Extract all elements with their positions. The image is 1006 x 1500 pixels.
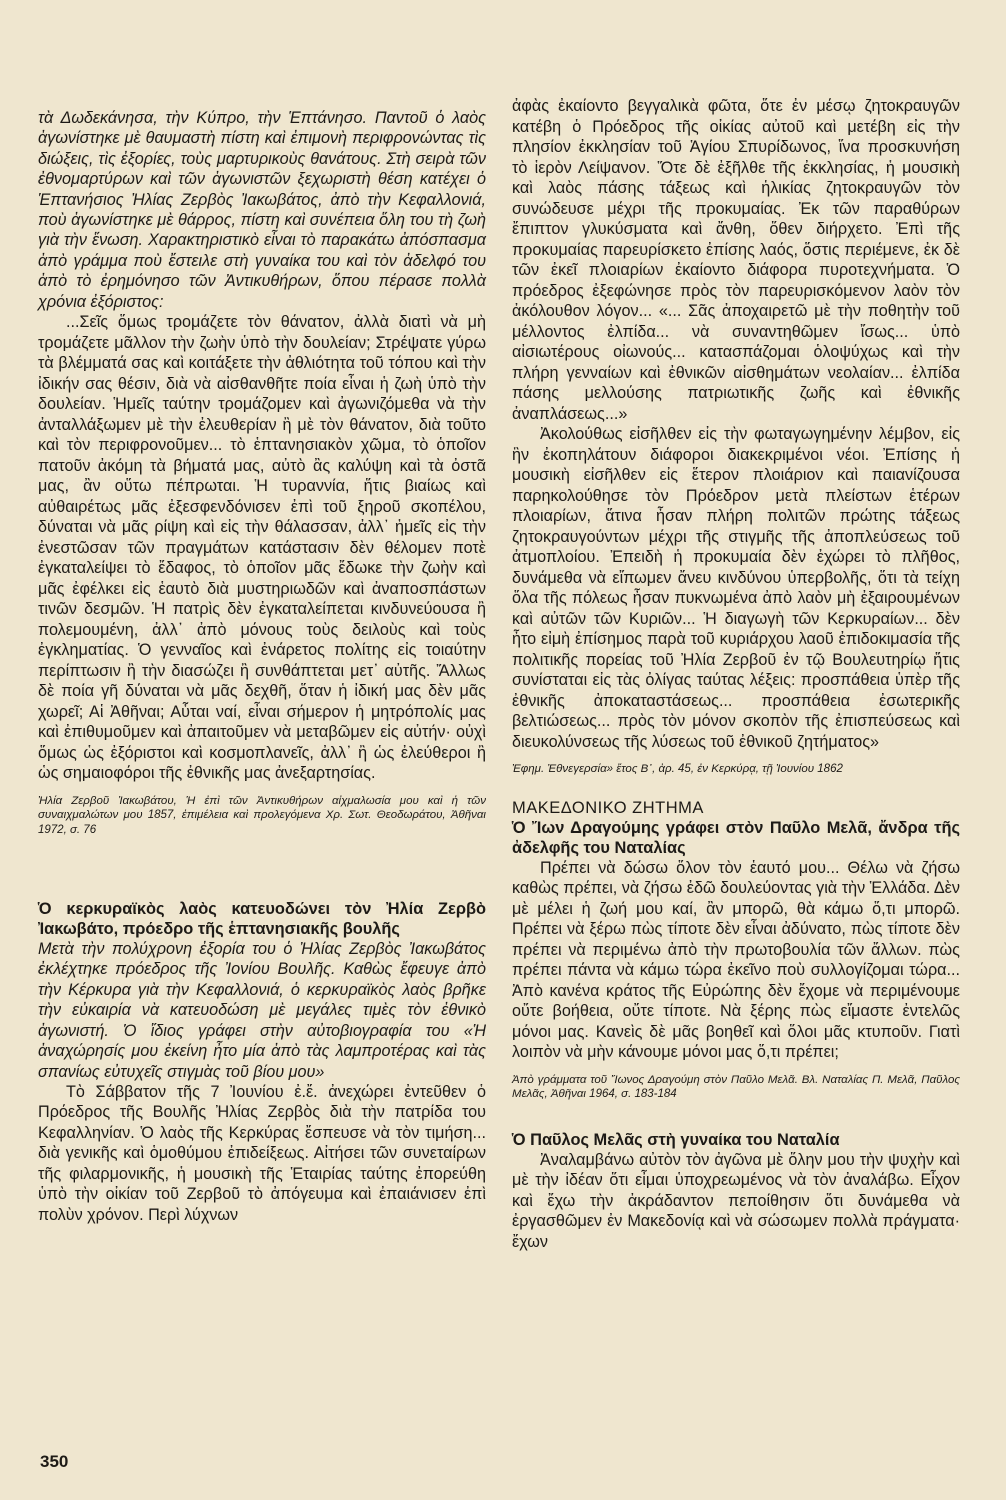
dragoumis-letter: Πρέπει νὰ δώσω ὅλον τὸν ἑαυτό μου... Θέλω νὰ ζήσω καθὼς πρέπει, νὰ ζήσω ἐδῶ δουλεύοντας γιὰ τὴν Ἑλλάδα. Δὲν μὲ μέλει ἡ ζωή μου καί, ἂν μπορῶ, θὰ κάμω ὅ,τι μπορῶ. Πρέπει νὰ ξέρω πὼς τίποτε δὲν εἶναι ἀδύνατο, πὼς τίποτε δὲν πρέπει νὰ περιμένω ἀπὸ τὴν πρωτοβουλία τῶν ἄλλων. πὼς πρέπει πάντα νὰ κάμω τώρα ἐκεῖνο ποὺ συλλογίζομαι τώρα... Ἀπὸ κανένα κράτος τῆς Εὐρώπης δὲν ἔχομε νὰ περιμένουμε οὔτε βοήθεια, οὔτε τίποτε. Νὰ ξέρης πὼς εἴμαστε ἐντελῶς μόνοι μας. Κανεὶς δὲ μᾶς βοηθεῖ καὶ ὅλοι μᾶς κτυποῦν. Γιατὶ λοιπὸν νὰ μὴν κάνουμε μόνοι μας ὅ,τι πρέπει; <box>512 858 960 1061</box>
newspaper-excerpt: Τὸ Σάββατον τῆς 7 Ἰουνίου ἐ.ἔ. ἀνεχώρει ἐντεῦθεν ὁ Πρόεδρος τῆς Βουλῆς Ἠλίας Ζερβὸς διὰ τὴν πατρίδα του Κεφαλληνίαν. Ὁ λαὸς τῆς Κερκύρας ἔσπευσε νὰ τὸν τιμήση... διὰ γενικῆς καὶ ὁμοθύμου ἐπιδείξεως. Αἰτήσει τῶν συνεταίρων τῆς φιλαρμονικῆς, ἡ μουσικὴ τῆς Ἑταιρίας ταύτης ἐπορεύθη ὑπὸ τὴν οἰκίαν τοῦ Ζερβοῦ τὸ ἀπόγευμα καὶ ἐπαιάνισεν ἐπὶ πολὺν χρόνον. Περὶ λύχνων <box>38 1082 486 1224</box>
intro-paragraph: τὰ Δωδεκάνησα, τὴν Κύπρο, τὴν Ἑπτάνησο. Παντοῦ ὁ λαὸς ἀγωνίστηκε μὲ θαυμαστὴ πίστη καὶ ἐπιμονὴ περιφρονώντας τὶς διώξεις, τὶς ἐξορίες, τοὺς μαρτυρικοὺς θανάτους. Στὴ σειρὰ τῶν ἐθνομαρτύρων καὶ τῶν ἀγωνιστῶν ξεχωριστὴ θέση κατέχει ὁ Ἑπτανήσιος Ἠλίας Ζερβὸς Ἰακωβάτος, ἀπὸ τὴν Κεφαλλονιά, ποὺ ἀγωνίστηκε μὲ θάρρος, πίστη καὶ συνέπεια ὅλη του τὴ ζωὴ γιὰ τὴν ἕνωση. Χαρακτηριστικὸ εἶναι τὸ παρακάτω ἀπόσπασμα ἀπὸ γράμμα ποὺ ἔστειλε στὴ γυναίκα του καὶ τὸν ἀδελφό του ἀπὸ τὸ ἐρημόνησο τῶν Ἀντικυθήρων, ὅπου πέρασε πολλὰ χρόνια ἐξόριστος: <box>38 109 486 311</box>
source-citation: Ἠλία Ζερβοῦ Ἰακωβάτου, Ἡ ἐπὶ τῶν Ἀντικυθήρων αἰχμαλωσία μου καὶ ἡ τῶν συναιχμαλώτων μου 1857, ἐπιμέλεια καὶ προλεγόμενα Χρ. Σωτ. Θεοδωράτου, Ἀθῆναι 1972, σ. 76 <box>38 794 486 836</box>
macedonian-question-title: ΜΑΚΕΔΟΝΙΚΟ ΖΗΤΗΜΑ <box>512 798 704 817</box>
letter-excerpt: ...Σεῖς ὅμως τρομάζετε τὸν θάνατον, ἀλλὰ διατὶ νὰ μὴ τρομάζετε μᾶλλον τὴν ζωὴν ὑπὸ τὴν δουλείαν; Στρέψατε γύρω τὰ βλέμματά σας καὶ κοιτάξετε τὴν ἀθλιότητα τοῦ τόπου καὶ τὴν ἰδικήν σας θέσιν, διὰ νὰ αἰσθανθῆτε ποία εἶναι ἡ ζωὴ ὑπὸ τὴν δουλείαν. Ἡμεῖς ταύτην τρομάζομεν καὶ ἀγωνιζόμεθα νὰ τὴν ἀνταλλάξωμεν μὲ τὴν ἐλευθερίαν ἢ μὲ τὸν θάνατον, διὰ τοῦτο καὶ τὸν περιφρονοῦμεν... τὸ ἑπτανησιακὸν χῶμα, τὸ ὁποῖον πατοῦν ἀκόμη τὰ βήματά μας, αὐτὸ ἂς καλύψη καὶ τὰ ὀστᾶ μας, ἂν οὕτω πέπρωται. Ἡ τυραννία, ἥτις βιαίως καὶ αὐθαιρέτως μᾶς ἐξεσφενδόνισεν ἐπὶ τοῦ ξηροῦ σκοπέλου, δύναται νὰ μᾶς ρίψη καὶ εἰς τὴν θάλασσαν, ἀλλ᾽ ἡμεῖς εἰς τὴν ἐνεστῶσαν τῶν πραγμάτων κατάστασιν δὲν θέλομεν ποτὲ ἐγκαταλείψει τὸ ἔδαφος, τὸ ὁποῖον μᾶς ἔδωκε τὴν ζωὴν καὶ μᾶς ἐφέλκει εἰς ἑαυτὸ διὰ μυστηριωδῶν καὶ ἀναποσπάστων τινῶν δεσμῶν. Ἡ πατρὶς δὲν ἐγκαταλείπεται κινδυνεύουσα ἢ πολεμουμένη, ἀλλ᾽ ἀπὸ μόνους τοὺς δειλοὺς καὶ τοὺς ἐγκληματίας. Ὁ γενναῖος καὶ ἐνάρετος πολίτης εἰς τοιαύτην περίπτωσιν ἢ τὴν διασώζει ἢ συνθάπτεται μετ᾽ αὐτῆς. Ἄλλως δὲ ποία γῆ δύναται νὰ μᾶς δεχθῆ, ὅταν ἡ ἰδική μας δὲν μᾶς χωρεῖ; Αἱ Ἀθῆναι; Αὗται ναί, εἶναι σήμερον ἡ μητρόπολίς μας καὶ ἐπιθυμοῦμεν καὶ ἀπαιτοῦμεν νὰ μεταβῶμεν εἰς αὐτήν· οὐχὶ ὅμως ὡς ἐξόριστοι καὶ κοσμοπλανεῖς, ἀλλ᾽ ἢ ὡς ἐλεύθεροι ἢ ὡς σημαιοφόροι τῆς ἐθνικῆς μας ἀνεξαρτησίας. <box>38 313 486 783</box>
page-number: 350 <box>40 1452 69 1471</box>
melas-letter: Ἀναλαμβάνω αὐτὸν τὸν ἀγῶνα μὲ ὅλην μου τὴν ψυχὴν καὶ μὲ τὴν ἰδέαν ὅτι εἶμαι ὑποχρεωμένος νὰ τὸν ἀναλάβω. Εἶχον καὶ ἔχω τὴν ἀκράδαντον πεποίθησιν ὅτι δυνάμεθα νὰ ἐργασθῶμεν ἐν Μακεδονίᾳ καὶ νὰ σώσωμεν πολλὰ πράγματα· ἔχων <box>512 1150 960 1251</box>
right-column <box>512 96 960 1252</box>
continuation-paragraph: ἀφὰς ἐκαίοντο βεγγαλικὰ φῶτα, ὅτε ἐν μέσῳ ζητοκραυγῶν κατέβη ὁ Πρόεδρος τῆς οἰκίας αὐτοῦ καὶ μετέβη εἰς τὴν πλησίον ἐκκλησίαν τοῦ Ἁγίου Σπυρίδωνος, ἵνα προσκυνήση τὸ ἱερὸν Λείψανον. Ὅτε δὲ ἐξῆλθε τῆς ἐκκλησίας, ἡ μουσικὴ καὶ λαὸς πάσης τάξεως καὶ ἡλικίας ζητοκραυγῶν τὸν συνώδευσε μέχρι τῆς προκυμαίας. Ἐκ τῶν παραθύρων ἔπιπτον γλυκύσματα καὶ ἄνθη, ὅθεν διήρχετο. Ἐπὶ τῆς προκυμαίας παρευρίσκετο ἐπίσης λαός, ὅστις περιέμενε, ἐκ δὲ τῶν ἐκεῖ πλοιαρίων ἐκαίοντο διάφορα πυροτεχνήματα. Ὁ πρόεδρος ἐξεφώνησε πρὸς τὸν παρευρισκόμενον λαὸν τὸν ἀκόλουθον λόγον... «... Σᾶς ἀποχαιρετῶ μὲ τὴν ποθητὴν τοῦ μέλλοντος ἐλπίδα... νὰ συναντηθῶμεν ἴσως... ὑπὸ αἰσιωτέρους οἰωνούς... κατασπάζομαι ὁλοψύχως καὶ τὴν πλήρη γενναίων καὶ ἐθνικῶν αἰσθημάτων νεολαίαν... ἐλπίδα πάσης μελλούσης πατριωτικῆς ζωῆς καὶ ἐθνικῆς ἀναπλάσεως...» <box>512 97 960 423</box>
melas-heading: Ὁ Παῦλος Μελᾶς στὴ γυναίκα του Ναταλία <box>512 1130 840 1149</box>
heading-intro: Μετὰ τὴν πολύχρονη ἐξορία του ὁ Ἠλίας Ζερβὸς Ἰακωβάτος ἐκλέχτηκε πρόεδρος τῆς Ἰονίου Βουλῆς. Καθὼς ἔφευγε ἀπὸ τὴν Κέρκυρα γιὰ τὴν Κεφαλλονιά, ὁ κερκυραϊκὸς λαὸς βρῆκε τὴν εὐκαιρία νὰ κατευοδώση μὲ μεγάλες τιμὲς τὸν ἐθνικὸ ἀγωνιστή. Ὁ ἴδιος γράφει στὴν αὐτοβιογραφία του «Ἡ ἀναχώρησίς μου ἐκείνη ἦτο μία ἀπὸ τὰς λαμπροτέρας καὶ τὰς σπανίως εὐτυχεῖς στιγμὰς τοῦ βίου μου» <box>38 940 486 1081</box>
source-citation-2: Ἐφημ. Ἐθνεγερσία» ἔτος Β᾽, ἀρ. 45, ἐν Κερκύρᾳ, τῇ Ἰουνίου 1862 <box>512 763 843 775</box>
source-citation-3: Ἀπὸ γράμματα τοῦ Ἴωνος Δραγούμη στὸν Παῦλο Μελᾶ. Βλ. Ναταλίας Π. Μελᾶ, Παῦλος Μελᾶς, Ἀθῆναι 1964, σ. 183-184 <box>512 1073 960 1100</box>
left-column <box>38 108 486 1225</box>
dragoumis-heading: Ὁ Ἴων Δραγούμης γράφει στὸν Παῦλο Μελᾶ, ἄνδρα τῆς ἀδελφῆς του Ναταλίας <box>512 818 960 857</box>
section-heading: Ὁ κερκυραϊκὸς λαὸς κατευοδώνει τὸν Ἠλία Ζερβὸ Ἰακωβάτο, πρόεδρο τῆς ἑπτανησιακῆς βουλῆς <box>38 900 486 939</box>
continuation-paragraph-2: Ἀκολούθως εἰσῆλθεν εἰς τὴν φωταγωγημένην λέμβον, εἰς ἣν ἐκοπηλάτουν διάφοροι διακεκριμένοι νέοι. Ἐπίσης ἡ μουσικὴ εἰσῆλθεν εἰς ἕτερον πλοιάριον καὶ παιανίζουσα παρηκολούθησε τὸν Πρόεδρον μετὰ πλείστων ἑτέρων πλοιαρίων, ἅτινα ἦσαν πλήρη πολιτῶν πρώτης τάξεως ζητοκραυγούντων μέχρι τῆς στιγμῆς τῆς ἀπoπλεύσεως τοῦ ἀτμοπλοίου. Ἐπειδὴ ἡ προκυμαία δὲν ἐχώρει τὸ πλῆθος, δυνάμεθα νὰ εἴπωμεν ἄνευ κινδύνου ὑπερβολῆς, ὅτι τὰ τείχη ὅλα τῆς πόλεως ἦσαν πυκνωμένα ἀπὸ λαὸν μὴ ἐξαιρουμένων καὶ αὐτῶν τῶν Κυριῶν... Ἡ διαγωγὴ τῶν Κερκυραίων... δὲν ἦτο εἰμὴ ἐπίσημος παρὰ τοῦ κυριάρχου λαοῦ ἐπιδοκιμασία τῆς πολιτικῆς πορείας τοῦ Ἠλία Ζερβοῦ ἐν τῷ Βουλευτηρίῳ ἥτις συνίσταται εἰς τὰς ὀλίγας ταύτας λέξεις: προσπάθεια ὑπὲρ τῆς ἐθνικῆς ἀποκαταστάσεως... προσπάθεια ἐσωτερικῆς βελτιώσεως... πρὸς τὸν μόνον σκοπὸν τῆς ἐπισπεύσεως καὶ διευκολύνσεως τῆς λύσεως τοῦ ἐθνικοῦ ζητήματος» <box>512 425 960 751</box>
